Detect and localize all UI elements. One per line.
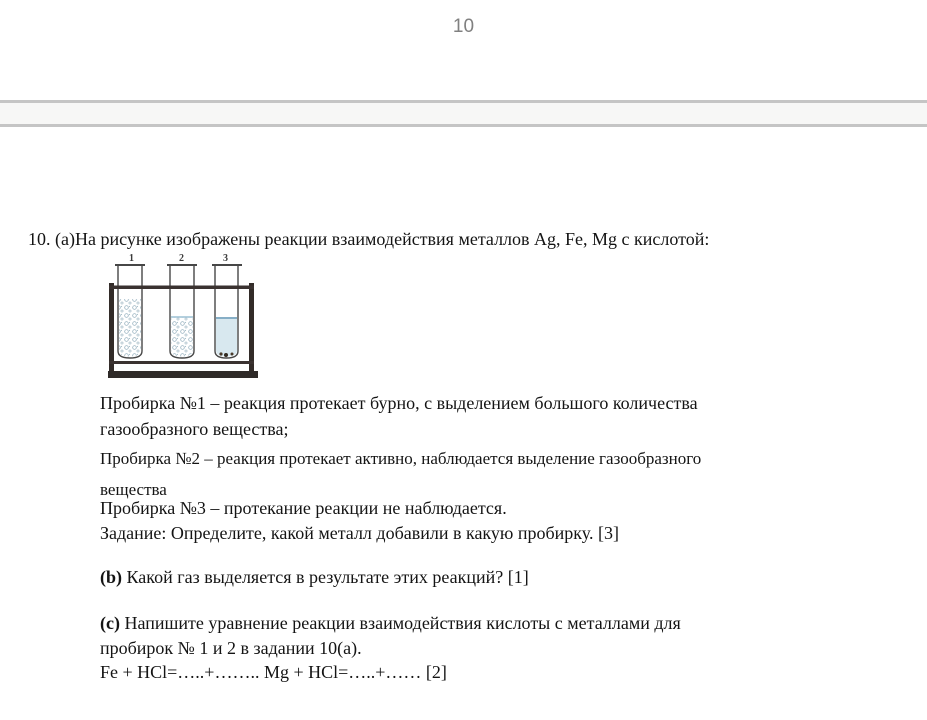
tube-label-1: 1 bbox=[129, 253, 134, 264]
test-tube-1 bbox=[115, 265, 145, 358]
part-c-line1-text: Напишите уравнение реакции взаимодействия кислоты с металлами для bbox=[119, 613, 681, 633]
question-intro: 10. (а)На рисунке изображены реакции взаимодействия металлов Ag, Fe, Mg с кислотой: bbox=[28, 229, 710, 249]
part-c-label: (c) bbox=[100, 613, 120, 633]
equations-line: Fe + HCl=…..+…….. Mg + HCl=…..+…… [2] bbox=[100, 662, 447, 682]
test-tubes-svg bbox=[108, 249, 258, 383]
test-tubes-figure bbox=[108, 249, 258, 383]
tube3-description: Пробирка №3 – протекание реакции не наблюдается. bbox=[100, 498, 507, 518]
part-c-line2: пробирок № 1 и 2 в задании 10(а). bbox=[100, 638, 362, 658]
tube1-description bbox=[100, 390, 698, 442]
tube1-line2: газообразного вещества; bbox=[100, 419, 289, 439]
page-separator bbox=[0, 100, 927, 127]
test-tube-2 bbox=[167, 265, 197, 358]
part-b-label: (b) bbox=[100, 567, 122, 587]
tube-label-2: 2 bbox=[179, 253, 184, 264]
tube2-line2: вещества bbox=[100, 480, 167, 499]
part-b bbox=[100, 564, 529, 590]
test-tube-3 bbox=[212, 265, 242, 358]
task-text: Задание: Определите, какой металл добавили в какую пробирку. [3] bbox=[100, 523, 619, 543]
tube1-line1: Пробирка №1 – реакция протекает бурно, с выделением большого количества bbox=[100, 393, 698, 413]
page-number: 10 bbox=[452, 16, 475, 37]
part-c bbox=[100, 611, 681, 661]
part-b-text: Какой газ выделяется в результате этих реакций? [1] bbox=[122, 567, 529, 587]
tube2-line1: Пробирка №2 – реакция протекает активно, наблюдается выделение газообразного bbox=[100, 449, 702, 468]
tube-label-3: 3 bbox=[223, 253, 228, 264]
